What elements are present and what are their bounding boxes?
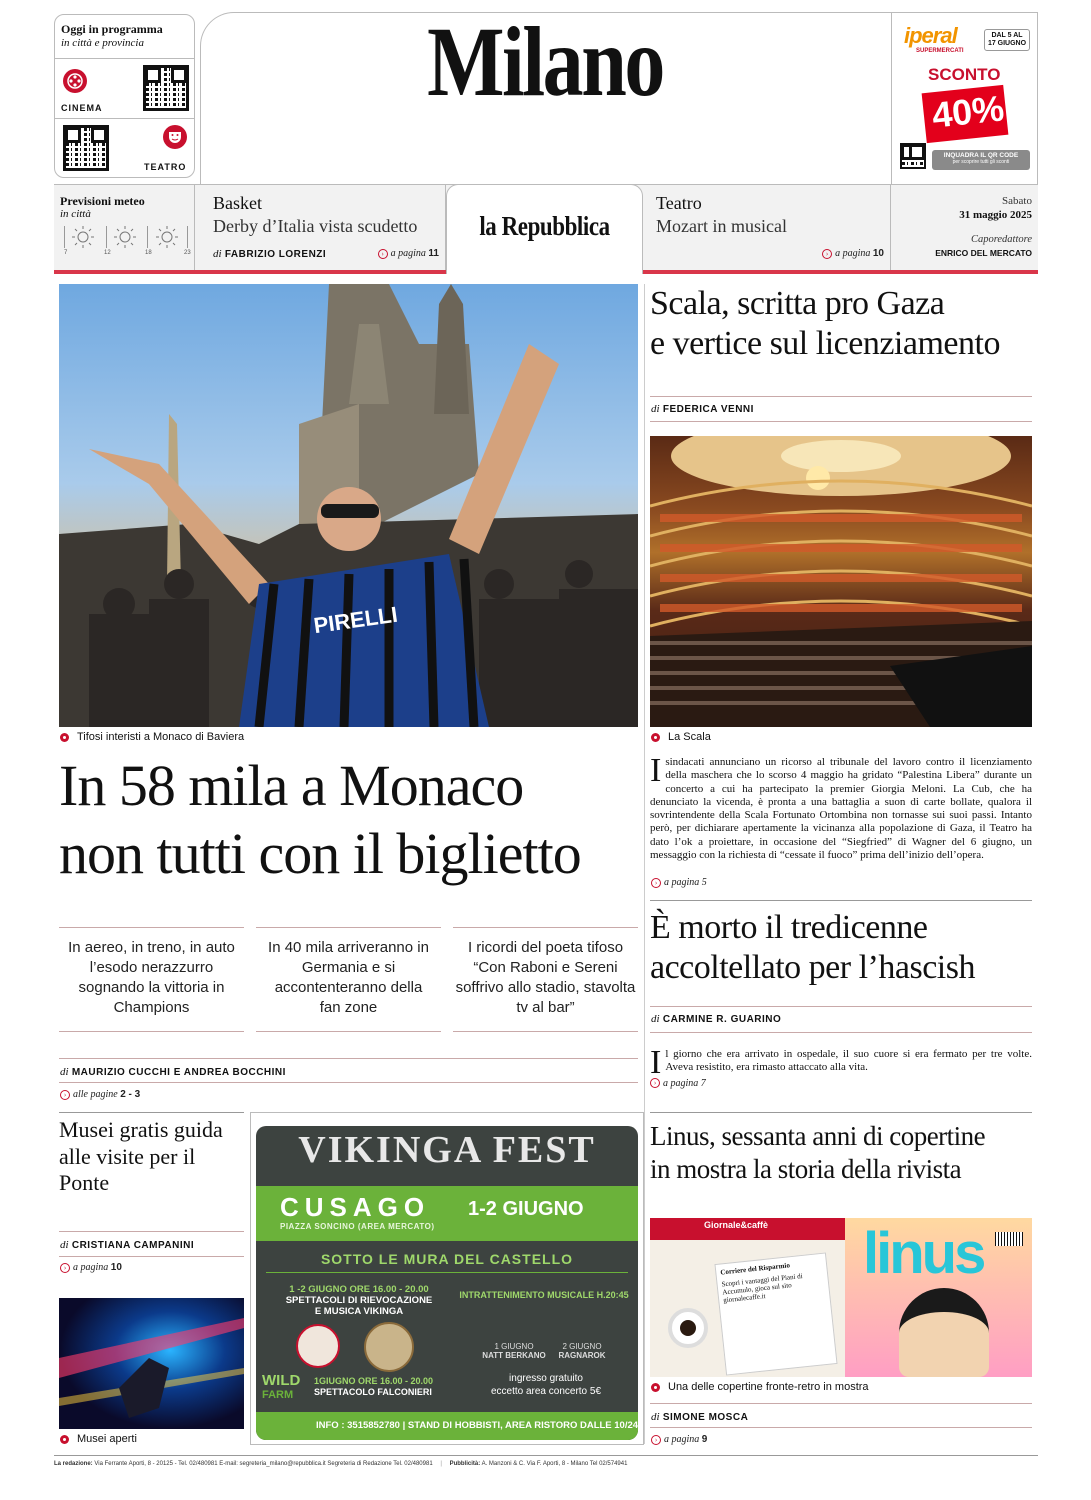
scala-dropcap: I: [650, 752, 662, 789]
camera-dot-icon: [651, 1383, 660, 1392]
morto-page-pre: a pagina: [663, 1077, 699, 1089]
vikinga-wild-1: WILD: [262, 1372, 301, 1389]
basket-byline: [213, 248, 326, 260]
morto-byline: [651, 1013, 781, 1025]
arrow-right-icon: ›: [651, 878, 661, 888]
musei-light-scene: [59, 1298, 244, 1429]
linus-headline[interactable]: [650, 1120, 1040, 1186]
main-byline-rule: [59, 1058, 638, 1059]
program-box: [54, 14, 195, 178]
iperal-qr-sub: per scoprire tutti gli sconti: [952, 159, 1010, 165]
iperal-ad[interactable]: [891, 12, 1038, 184]
scala-body: [650, 752, 1032, 862]
vikinga-footer: INFO : 3515852780 | STAND DI HOBBISTI, AREA RISTORO DALLE 10/24: [316, 1420, 638, 1431]
scala-bottom-rule: [650, 900, 1032, 901]
morto-author: CARMINE R. GUARINO: [662, 1014, 782, 1025]
basket-kicker: Basket: [213, 193, 262, 213]
scala-headline[interactable]: [650, 284, 1040, 364]
vikinga-falconi: [314, 1376, 454, 1398]
morto-page: 7: [700, 1077, 706, 1089]
morto-pageref[interactable]: [650, 1077, 1032, 1090]
vikinga-ingresso-2: eccetto area concerto 5€: [490, 1386, 602, 1397]
scala-page-pre: a pagina: [664, 877, 700, 888]
scala-byline-rule-2: [650, 421, 1032, 422]
footer-pubblicita-text: A. Manzoni & C. Via F. Aporti, 8 - Milano Tel 02/574941: [481, 1461, 628, 1467]
morto-bottom-rule: [650, 1112, 1032, 1113]
vikinga-tagline: SOTTO LE MURA DEL CASTELLO: [320, 1251, 574, 1267]
musei-page: 10: [110, 1262, 122, 1273]
main-byline-rule-2: [59, 1082, 638, 1083]
scala-headline-line2: e vertice sul licenziamento: [650, 325, 1000, 362]
vikinga-title: VIKINGA FEST: [298, 1129, 596, 1171]
musei-byline-rule-2: [59, 1256, 244, 1257]
vikinga-right-title: INTRATTENIMENTO MUSICALE H.20:45: [459, 1290, 629, 1300]
iperal-qr-text: [932, 150, 1030, 170]
newspaper-title: Corriere del Risparmio: [719, 1261, 791, 1277]
monaco-scene: [59, 284, 638, 727]
teatro-page-pre: a pagina: [835, 248, 871, 259]
vikinga-ad[interactable]: [256, 1126, 638, 1440]
cinema-label[interactable]: CINEMA: [61, 103, 103, 113]
vikinga-divider: [266, 1272, 628, 1273]
linus-photo[interactable]: [650, 1218, 1032, 1377]
coffee-cup-icon: [668, 1308, 708, 1348]
scala-byline: [651, 403, 754, 415]
arrow-right-icon: ›: [60, 1263, 70, 1273]
meteo-hour-18: 18: [145, 250, 152, 256]
footer-pubblicita-label: Pubblicità:: [449, 1461, 481, 1467]
newspaper-text: Scopri i vantaggi del Piani di Accumulo, gioca sul sito giornalecaffe.it: [721, 1272, 804, 1305]
meteo-title: Previsioni meteo: [60, 194, 145, 208]
musei-caption: [60, 1433, 137, 1445]
footer-redazione-label: La redazione:: [54, 1461, 93, 1467]
musei-pageref[interactable]: [60, 1262, 122, 1273]
iperal-sconto: SCONTO: [928, 65, 1001, 84]
meteo-hour-23: 23: [184, 250, 191, 256]
morto-headline-line2: accoltellato per l’hascish: [650, 949, 975, 986]
linus-portrait: [899, 1288, 989, 1377]
linus-byline-rule-2: [650, 1427, 1032, 1428]
linus-caption-text: Una delle copertine fronte-retro in mostra: [668, 1381, 869, 1393]
main-author: MAURIZIO CUCCHI E ANDREA BOCCHINI: [71, 1067, 286, 1078]
vikinga-wild: [262, 1374, 300, 1402]
monaco-photo[interactable]: [59, 284, 638, 727]
footer-rule: [54, 1455, 1038, 1456]
sub-story-2[interactable]: In 40 mila arriveranno in Germania e si accontenteranno della fan zone: [268, 939, 429, 1016]
iperal-qr-code[interactable]: [900, 143, 926, 169]
program-title: Oggi in programma: [61, 22, 163, 36]
vikinga-band-1-date: 1 GIUGNO: [494, 1342, 534, 1351]
sub-bottom-rule-3: [453, 1031, 638, 1032]
musei-top-rule: [59, 1112, 244, 1113]
musei-byline: [60, 1239, 194, 1251]
basket-teaser[interactable]: [200, 184, 446, 270]
vikinga-band-1-name: NATT BERKANO: [482, 1351, 546, 1360]
morto-body-text: l giorno che era arrivato in ospedale, il suo cuore si era fermato per tre volte. Aveva resistito, era rimasto attaccato alla vita.: [665, 1048, 1032, 1074]
musei-headline[interactable]: Musei gratis guida alle visite per il Ponte: [59, 1117, 223, 1195]
meteo-hour-12: 12: [104, 250, 111, 256]
iperal-qr-label: INQUADRA IL QR CODE: [943, 152, 1019, 159]
vikinga-left-2: SPETTACOLI DI RIEVOCAZIONE: [285, 1295, 433, 1306]
morto-headline-line1: È morto il tredicenne: [650, 909, 928, 946]
morto-body: [650, 1044, 1032, 1090]
svg-text:PIRELLI: PIRELLI: [312, 601, 400, 639]
iperal-logo: iperal: [904, 23, 957, 48]
scala-page: 5: [701, 877, 707, 888]
linus-headline-line2: in mostra la storia della rivista: [650, 1154, 962, 1184]
morto-dropcap: I: [650, 1044, 662, 1081]
arrow-right-icon: ›: [651, 1435, 661, 1445]
scala-byline-rule: [650, 396, 1032, 397]
musei-page-pre: a pagina: [73, 1262, 109, 1273]
sub-story-3[interactable]: I ricordi del poeta tifoso “Con Raboni e Sereni soffrivo allo stadio, stavolta tv al bar”: [455, 939, 636, 1016]
meteo-hour-7: 7: [64, 250, 68, 256]
linus-byline: [651, 1411, 748, 1423]
program-divider: [55, 118, 194, 119]
scala-body-text: sindacati annunciano un ricorso al tribunale del lavoro contro il licenziamento della maschera che lo scorso 4 maggio ha gridato “Palestina Libera” durante un concerto a cui ha partecipato la premier Giorgia Meloni. La Cub, che ha denunciato la vicenda, è pronta a una battaglia a suon di carte bollate, qualora il sovrintendente della Scala Fortunato Ortombina non tornasse sui suoi passi. Intanto però, per dichiarare apertamente la vicinanza alla popolazione di Gaza, il Teatro ha dato l’ok a proiettare, in occasione del “Siegfried” di Wagner del 6 giugno, un messaggio con la richiesta di “cessate il fuoco” prima dell’inizio dell’opera.: [650, 756, 1032, 862]
basket-page: 11: [428, 248, 439, 259]
footer-redazione-text: Via Ferrante Aporti, 8 - 20125 - Tel. 02/480981 E-mail: segreteria_milano@repubblica.it Segreteria di Redazione Tel. 02/480981: [94, 1461, 433, 1467]
linus-cover-right-title: linus: [863, 1221, 984, 1286]
main-author-pre: di: [60, 1066, 69, 1078]
camera-dot-icon: [60, 1435, 69, 1444]
teatro-teaser[interactable]: [643, 184, 891, 270]
column-separator: [644, 284, 645, 1444]
main-pageref[interactable]: [60, 1089, 140, 1100]
iperal-percent: 40%: [930, 87, 1006, 136]
camera-dot-icon: [60, 733, 69, 742]
musei-photo[interactable]: [59, 1298, 244, 1429]
musei-byline-rule: [59, 1231, 244, 1232]
vikinga-left-1: 1 -2 GIUGNO ORE 16.00 - 20.00: [289, 1284, 429, 1295]
arrow-right-icon: ›: [378, 249, 388, 259]
vikinga-dates: 1-2 GIUGNO: [468, 1198, 584, 1220]
sub-top-rule-3: [453, 927, 638, 928]
vikinga-band-2-date: 2 GIUGNO: [562, 1342, 602, 1351]
vikinga-falconi-1: 1GIUGNO ORE 16.00 - 20.00: [314, 1376, 434, 1386]
musei-caption-text: Musei aperti: [77, 1433, 137, 1445]
vikinga-left-3: E MUSICA VIKINGA: [314, 1306, 404, 1317]
morto-byline-rule: [650, 1006, 1032, 1007]
basket-author: FABRIZIO LORENZI: [224, 249, 327, 260]
viking-emblem-icon-2: [364, 1322, 414, 1372]
basket-author-pre: di: [213, 248, 222, 260]
theatre-masks-icon: [163, 125, 187, 149]
morto-author-pre: di: [651, 1013, 660, 1025]
cinema-qr-code[interactable]: [143, 65, 189, 111]
linus-caption: [651, 1381, 869, 1393]
viking-emblem-icon-1: [296, 1324, 340, 1368]
vikinga-ingresso-1: ingresso gratuito: [509, 1373, 583, 1384]
sub-bottom-rule-1: [59, 1031, 244, 1032]
monaco-caption-text: Tifosi interisti a Monaco di Baviera: [77, 731, 245, 743]
teatro-kicker: Teatro: [656, 193, 702, 213]
program-subtitle: in città e provincia: [61, 37, 144, 49]
linus-barcode: [995, 1232, 1023, 1246]
linus-page-pre: a pagina: [664, 1434, 700, 1445]
scala-photo[interactable]: [650, 436, 1032, 727]
musei-author-pre: di: [60, 1239, 69, 1251]
teatro-label[interactable]: TEATRO: [144, 162, 187, 172]
sub-story-1[interactable]: In aereo, in treno, in auto l’esodo nerazzurro sognando la vittoria in Champions: [68, 939, 235, 1016]
arrow-right-icon: ›: [650, 1078, 660, 1088]
logo-tab: [446, 184, 643, 274]
vikinga-place: CUSAGO: [280, 1192, 431, 1222]
scala-author: FEDERICA VENNI: [662, 404, 754, 415]
newspaper-sheet: [714, 1252, 837, 1375]
linus-pageref[interactable]: [651, 1434, 707, 1445]
teatro-pageref[interactable]: [822, 248, 884, 259]
morto-byline-rule-2: [650, 1032, 1032, 1033]
teatro-page: 10: [872, 248, 884, 259]
vikinga-left-block: [264, 1284, 454, 1317]
masthead-title: Milano: [427, 6, 663, 117]
scala-caption-text: La Scala: [668, 731, 711, 743]
musei-author: CRISTIANA CAMPANINI: [71, 1240, 195, 1251]
vikinga-place-sub: PIAZZA SONCINO (AREA MERCATO): [280, 1222, 435, 1231]
vikinga-ingresso: [456, 1372, 636, 1398]
date-box: [891, 184, 1038, 270]
main-headline-line1: In 58 mila a Monaco: [59, 753, 524, 818]
vikinga-band-2-name: RAGNAROK: [558, 1351, 606, 1360]
film-reel-icon: [63, 69, 87, 93]
arrow-right-icon: ›: [822, 249, 832, 259]
linus-page: 9: [701, 1434, 708, 1445]
meteo-box[interactable]: [54, 184, 195, 270]
iperal-dates: DAL 5 AL 17 GIUGNO: [984, 29, 1030, 51]
teatro-qr-code[interactable]: [63, 125, 109, 171]
editor-role: Caporedattore: [970, 234, 1032, 245]
footer-redazione: La redazione: Via Ferrante Aporti, 8 - 20125 - Tel. 02/480981 E-mail: segreteria_milano@repubblica.it Segreteria di Redazione Tel. 02/480981 | Pubblicità: A. Manzoni & C. Via F. Aporti, 8 - Milano Tel 02/574941: [54, 1461, 628, 1467]
basket-title: Derby d’Italia vista scudetto: [213, 216, 418, 236]
linus-byline-rule: [650, 1403, 1032, 1404]
scala-pageref[interactable]: [651, 877, 707, 888]
linus-cover-left-title: Giornale&caffè: [704, 1220, 769, 1230]
iperal-sub: SUPERMERCATI: [916, 48, 964, 54]
date-day: Sabato: [1002, 195, 1032, 207]
vikinga-falconi-2: SPETTACOLO FALCONIERI: [314, 1387, 432, 1397]
teatro-title: Mozart in musical: [656, 216, 787, 236]
scala-author-pre: di: [651, 403, 660, 415]
sub-bottom-rule-2: [256, 1031, 441, 1032]
linus-cover-right: [845, 1218, 1032, 1377]
scala-headline-line1: Scala, scritta pro Gaza: [650, 285, 945, 322]
main-byline: [60, 1066, 286, 1078]
linus-author-pre: di: [651, 1411, 660, 1423]
editor-name: ENRICO DEL MERCATO: [935, 248, 1032, 258]
sub-top-rule-2: [256, 927, 441, 928]
scala-theatre-scene: [650, 436, 1032, 727]
linus-author: SIMONE MOSCA: [662, 1412, 749, 1423]
vikinga-wild-2: FARM: [262, 1389, 294, 1401]
morto-headline[interactable]: [650, 908, 1040, 988]
main-pages: 2 - 3: [120, 1089, 141, 1100]
linus-cover-left: [650, 1218, 845, 1377]
linus-headline-line1: Linus, sessanta anni di copertine: [650, 1121, 986, 1151]
repubblica-logo[interactable]: la Repubblica: [479, 211, 610, 241]
meteo-timeline: [64, 226, 188, 248]
main-pages-pre: alle pagine: [73, 1089, 118, 1100]
sub-top-rule-1: [59, 927, 244, 928]
meteo-subtitle: in città: [60, 208, 91, 220]
main-headline-line2: non tutti con il biglietto: [59, 821, 581, 886]
main-headline[interactable]: [59, 752, 644, 888]
camera-dot-icon: [651, 733, 660, 742]
vikinga-band-2: [542, 1342, 622, 1360]
basket-pageref[interactable]: [378, 248, 439, 259]
scala-caption: [651, 731, 711, 743]
date-full: 31 maggio 2025: [959, 209, 1032, 221]
monaco-caption: [60, 731, 244, 743]
arrow-right-icon: ›: [60, 1090, 70, 1100]
basket-page-pre: a pagina: [390, 248, 426, 259]
